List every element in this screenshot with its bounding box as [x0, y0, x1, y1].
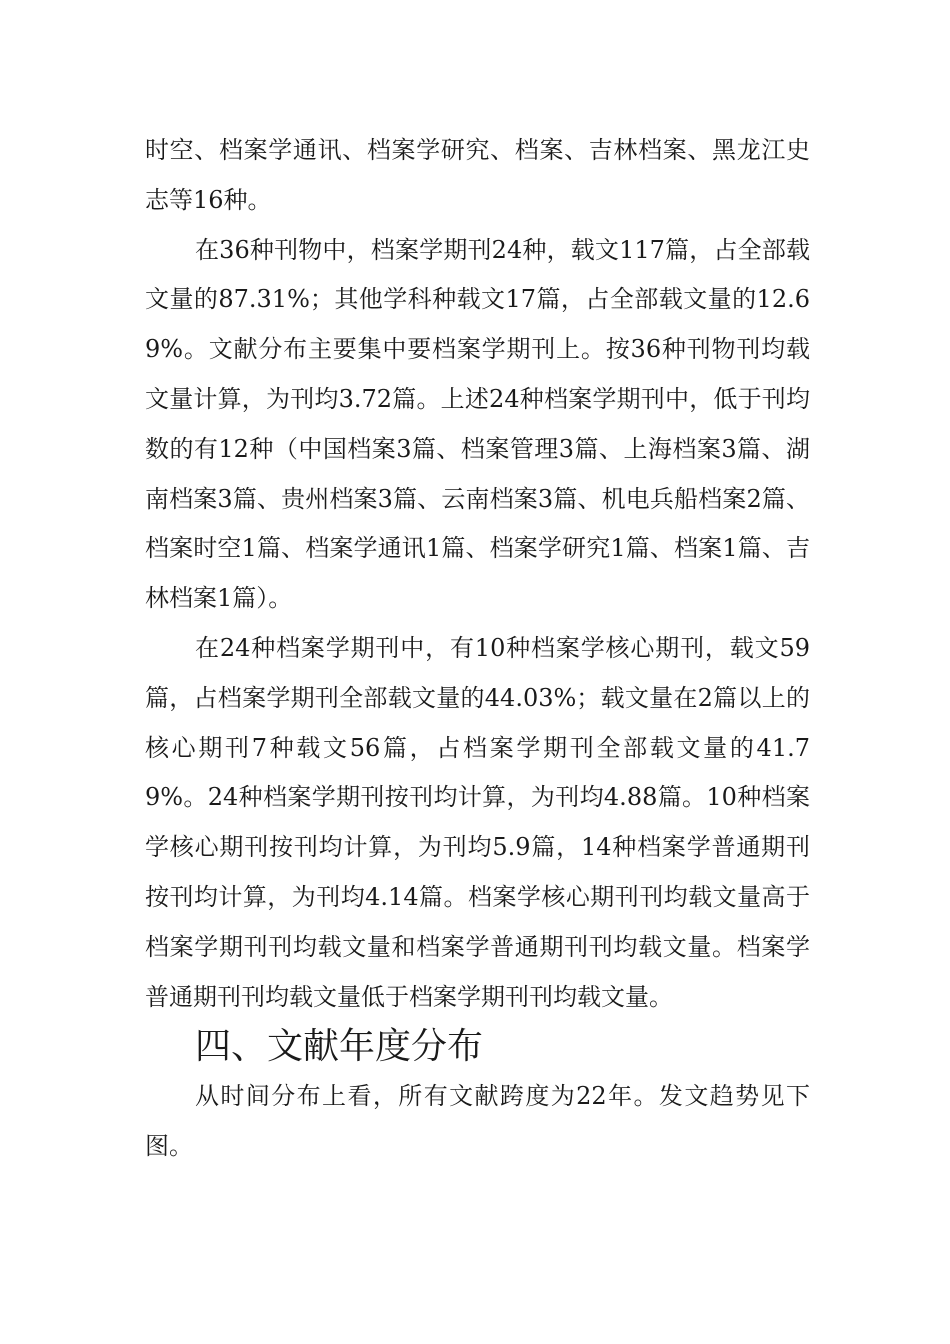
- section-heading: 四、文献年度分布: [195, 1026, 484, 1068]
- paragraph-continuation: 时空、档案学通讯、档案学研究、档案、吉林档案、黑龙江史志等16种。: [145, 136, 810, 214]
- paragraph-journal-distribution: 在36种刊物中，档案学期刊24种，载文117篇，占全部载文量的87.31%；其他学科种载文17篇，占全部载文量的12.69%。文献分布主要集中要档案学期刊上。按36种刊物刊均载文量计算，为刊均3.72篇。上述24种档案学期刊中，低于刊均数的有12种（中国档案3篇、档案管理3篇、上海档案3篇、湖南档案3篇、贵州档案3篇、云南档案3篇、机电兵船档案2篇、档案时空1篇、档案学通讯1篇、档案学研究1篇、档案1篇、吉林档案1篇）。: [145, 235, 810, 613]
- paragraph-time-distribution: 从时间分布上看，所有文献跨度为22年。发文趋势见下图。: [145, 1082, 810, 1160]
- paragraph-core-journals: 在24种档案学期刊中，有10种档案学核心期刊，载文59篇，占档案学期刊全部载文量的44.03%；载文量在2篇以上的核心期刊7种载文56篇，占档案学期刊全部载文量的41.79%。24种档案学期刊按刊均计算，为刊均4.88篇。10种档案学核心期刊按刊均计算，为刊均5.9篇，14种档案学普通期刊按刊均计算，为刊均4.14篇。档案学核心期刊刊均载文量高于档案学期刊刊均载文量和档案学普通期刊刊均载文量。档案学普通期刊刊均载文量低于档案学期刊刊均载文量。: [145, 633, 810, 1011]
- document-body: [145, 126, 810, 1172]
